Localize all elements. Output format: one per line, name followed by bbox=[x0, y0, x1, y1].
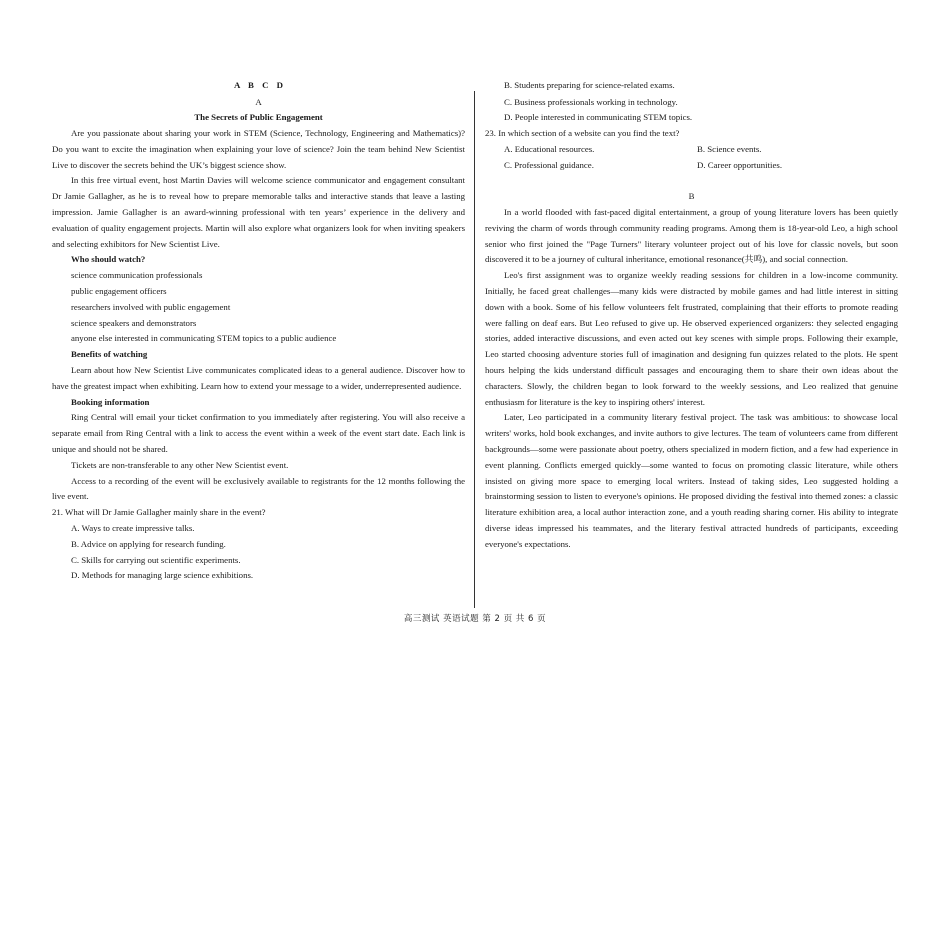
booking-paragraph-3: Access to a recording of the event will be exclusively available to registrants for the 12 months following the live event. bbox=[52, 475, 465, 502]
question-21-option-c: C. Skills for carrying out scientific experiments. bbox=[71, 554, 241, 565]
question-22-option-c: C. Business professionals working in technology. bbox=[504, 96, 678, 107]
questions-and-passage-b bbox=[485, 95, 898, 553]
question-22-option-d: D. People interested in communicating STEM topics. bbox=[504, 112, 693, 123]
question-21-option-b: B. Advice on applying for research funding. bbox=[71, 538, 226, 549]
left-top-cutoff bbox=[52, 79, 465, 94]
passage-b-paragraph-3: Later, Leo participated in a community literary festival project. The task was ambitious: to showcase local writers' works, hold book exchanges, and invite authors to give lectures. The team of volunteers came from different backgrounds—some were passionate about poetry, others specialized in modern fiction, and a few had experience in event planning. Conflicts emerged quickly—some wanted to focus on promoting classic literature, while others insisted on giving more space to emerging local writers. Instead of taking sides, Leo suggested holding a brainstorming session to listen to everyone's opinions. He proposed dividing the festival into themed zones: a classic literature exhibition area, a local author interaction zone, and a youth reading sharing corner. His ability to integrate diverse ideas impressed his teammates, and the literary festival attracted hundreds of participants, exceeding everyone's expectations. bbox=[485, 412, 898, 549]
audience-list-item: public engagement officers bbox=[71, 286, 167, 297]
audience-list-item: researchers involved with public engagement bbox=[71, 301, 231, 312]
audience-list-item: science communication professionals bbox=[71, 270, 203, 281]
question-22-option-b: B. Students preparing for science-related exams. bbox=[504, 79, 675, 90]
audience-list-item: science speakers and demonstrators bbox=[71, 317, 197, 328]
passage-b-paragraph-2: Leo's first assignment was to organize weekly reading sessions for children in a low-income community. Initially, he faced great challenges—many kids were distracted by mobile games and had little interest in sitting down with a book. Some of his fellow volunteers felt frustrated, complaining that their efforts to promote reading were falling on deaf ears. But Leo refused to give up. He observed experienced organizers: they selected engaging stories, added interactive discussions, and even acted out key scenes with simple props. Following their example, Leo started choosing adventure stories full of imagination and designing fun quizzes related to the plots. He spent hours helping the kids understand difficult passages and encouraging them to share their own ideas about the characters. Slowly, the children began to look forward to the weekly sessions, and Leo realized that genuine enthusiasm for literature is the key to inspiring others' interest. bbox=[485, 270, 898, 407]
question-21-stem: 21. What will Dr Jamie Gallagher mainly share in the event? bbox=[52, 507, 266, 518]
section-letter-b: B bbox=[688, 191, 695, 202]
question-23-stem: 23. In which section of a website can you find the text? bbox=[485, 128, 680, 139]
column-divider bbox=[474, 91, 475, 608]
page-footer: 高三测试 英语试题 第 2 页 共 6 页 bbox=[403, 614, 547, 624]
benefits-paragraph: Learn about how New Scientist Live communicates complicated ideas to a general audience. Discover how to have the greatest impact when exhibiting. Learn how to extend your message to a wider, underrepresented audience. bbox=[52, 365, 465, 391]
passage-b-paragraph-1: In a world flooded with fast-paced digital entertainment, a group of young literature lovers has been quietly reviving the charm of words through community reading programs. Among them is 18-year-old Leo, a high school senior who first joined the "Page Turners" literary volunteer project out of his love for classic novels, but soon discovered it to be a journey of cultural inheritance, emotional resonance(共鸣), and social connection. bbox=[485, 207, 898, 265]
section-letter-a: A bbox=[255, 96, 262, 107]
booking-paragraph-2: Tickets are non-transferable to any other New Scientist event. bbox=[71, 459, 289, 470]
passage-a-paragraph-2: In this free virtual event, host Martin Davies will welcome science communicator and engagement consultant Dr Jamie Gallagher, as he is to reveal how to prepare memorable talks and interactive stands that leave a lasting impression. Jamie Gallagher is an award-winning professional with ten years’ experience in the delivery and evaluation of quality engagement projects. Martin will also explore what organizers look for when inviting speakers and selecting exhibitors for New Scientist Live. bbox=[52, 175, 465, 249]
passage-a bbox=[52, 95, 465, 585]
passage-a-paragraph-1: Are you passionate about sharing your work in STEM (Science, Technology, Engineering and Mathematics)? Do you want to excite the imagination when explaining your love of science? Join the team behind New Scientist Live to discover the secrets behind the UK’s biggest science show. bbox=[52, 128, 465, 170]
question-23-option-b: B. Science events. bbox=[697, 143, 762, 154]
question-23-option-a: A. Educational resources. bbox=[504, 143, 595, 154]
question-21-option-d: D. Methods for managing large science exhibitions. bbox=[71, 570, 254, 581]
right-top-cutoff bbox=[485, 79, 898, 94]
passage-a-title: The Secrets of Public Engagement bbox=[194, 112, 323, 123]
question-23-options-row-1 bbox=[485, 142, 898, 158]
question-21-option-a: A. Ways to create impressive talks. bbox=[71, 523, 195, 534]
benefits-heading: Benefits of watching bbox=[71, 349, 148, 360]
audience-list-item: anyone else interested in communicating STEM topics to a public audience bbox=[71, 333, 337, 344]
booking-paragraph-1: Ring Central will email your ticket confirmation to you immediately after registering. You will also receive a separate email from Ring Central with a link to access the event within a week of the event start date. Each link is unique and should not be shared. bbox=[52, 412, 465, 455]
question-23-option-c: C. Professional guidance. bbox=[504, 159, 594, 170]
question-23-options-row-2 bbox=[485, 158, 898, 174]
spacer bbox=[485, 173, 898, 189]
answer-letters-fragment: A B C D bbox=[233, 79, 284, 90]
booking-heading: Booking information bbox=[71, 396, 150, 407]
who-should-watch-heading: Who should watch? bbox=[71, 254, 146, 265]
question-23-option-d: D. Career opportunities. bbox=[697, 159, 783, 170]
